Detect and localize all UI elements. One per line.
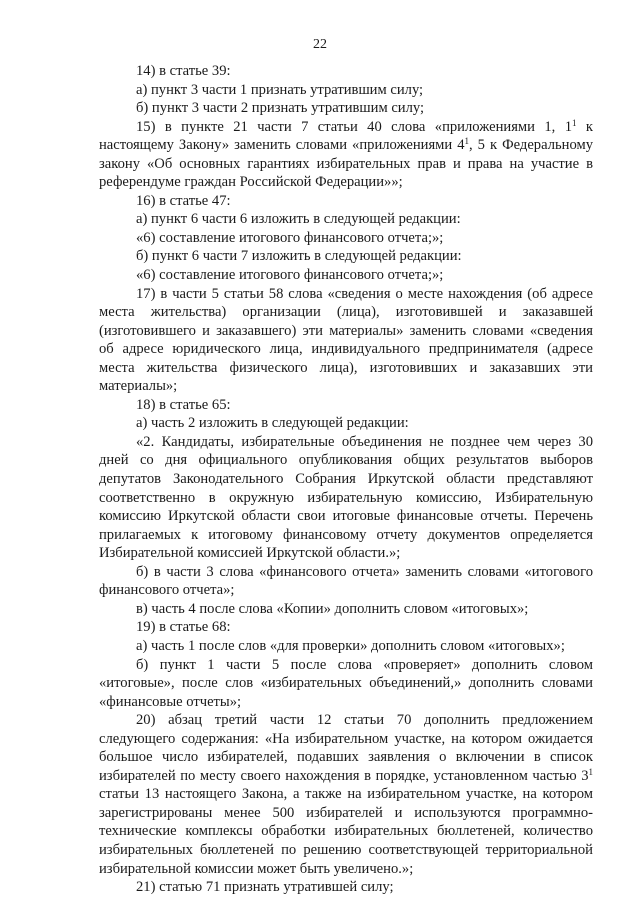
paragraph-15-text-3: , 5 к Федеральному закону «Об основных гарантиях избирательных прав и права на участие в референдуме граждан Российской Федерации»»;: [99, 137, 594, 191]
page-number: 22: [313, 37, 327, 52]
paragraph-16-a: а) пункт 6 части 6 изложить в следующей редакции:: [136, 211, 461, 228]
paragraph-14-b: б) пункт 3 части 2 признать утратившим силу;: [136, 100, 425, 117]
paragraph-20: [99, 711, 593, 878]
paragraph-17: 17) в части 5 статьи 58 слова «сведения о месте нахождения (об адресе места жительства) организации (лица), изготовившей и заказавшей (изготовившего и заказавшего) эти материалы» заменить словами «сведения об адресе юридического лица, индивидуального предпринимателя (адресе места жительства физического лица), изготовивших и заказавших эти материалы»;: [99, 285, 593, 395]
paragraph-18-a-text: «2. Кандидаты, избирательные объединения не позднее чем через 30 дней со дня официального опубликования общих результатов выборов депутатов Законодательного Собрания Иркутской области представляют соответственно в окружную избирательную комиссию, Избирательную комиссию Иркутской области свои итоговые финансовые отчеты. Перечень прилагаемых к итоговому финансовому отчету документов определяется Избирательной комиссией Иркутской области.»;: [99, 433, 593, 562]
paragraph-16-b-text: «6) составление итогового финансового отчета;»;: [136, 267, 444, 284]
paragraph-19-b: б) пункт 1 части 5 после слова «проверяет» дополнить словом «итоговые», после слов «избирательных объединений,» дополнить словами «финансовые отчеты»;: [99, 656, 593, 710]
paragraph-14: 14) в статье 39:: [136, 63, 231, 79]
document-body: [99, 62, 593, 897]
paragraph-15-text-2: к настоящему Закону» заменить словами «приложениями 4: [99, 118, 593, 154]
paragraph-19: 19) в статье 68:: [136, 619, 231, 636]
superscript: 1: [464, 136, 470, 147]
paragraph-16: 16) в статье 47:: [136, 192, 231, 209]
paragraph-20-text-2: статьи 13 настоящего Закона, а также на избирательном участке, на котором зарегистрированы менее 500 избирателей и используются программно-технические комплексы обработки избирательных бюллетеней, количество избирательных бюллетеней по решению соответствующей территориальной избирательной комиссии может быть увеличено.»;: [99, 786, 593, 877]
paragraph-19-a: а) часть 1 после слов «для проверки» дополнить словом «итоговых»;: [136, 637, 565, 654]
paragraph-15: [99, 118, 593, 192]
paragraph-15-text-1: 15) в пункте 21 части 7 статьи 40 слова «приложениями 1, 1: [136, 118, 572, 135]
superscript: 1: [572, 117, 577, 128]
paragraph-18-b: б) в части 3 слова «финансового отчета» заменить словами «итогового финансового отчета»;: [99, 563, 593, 599]
paragraph-18: 18) в статье 65:: [136, 396, 231, 413]
paragraph-20-text-1: 20) абзац третий части 12 статьи 70 дополнить предложением следующего содержания: «На избирательном участке, на котором ожидается большое число избирателей, подавших заявления о включении в список избирателей по месту своего нахождения в порядке, установленном частью 3: [99, 712, 593, 784]
paragraph-16-a-text: «6) составление итогового финансового отчета;»;: [136, 229, 444, 246]
paragraph-14-a: а) пункт 3 части 1 признать утратившим силу;: [136, 81, 424, 98]
paragraph-16-b: б) пункт 6 части 7 изложить в следующей редакции:: [136, 248, 462, 265]
paragraph-18-c: в) часть 4 после слова «Копии» дополнить словом «итоговых»;: [136, 600, 529, 617]
paragraph-18-a: а) часть 2 изложить в следующей редакции:: [136, 415, 409, 432]
superscript: 1: [588, 766, 593, 777]
paragraph-21: 21) статью 71 признать утратившей силу;: [136, 879, 394, 896]
